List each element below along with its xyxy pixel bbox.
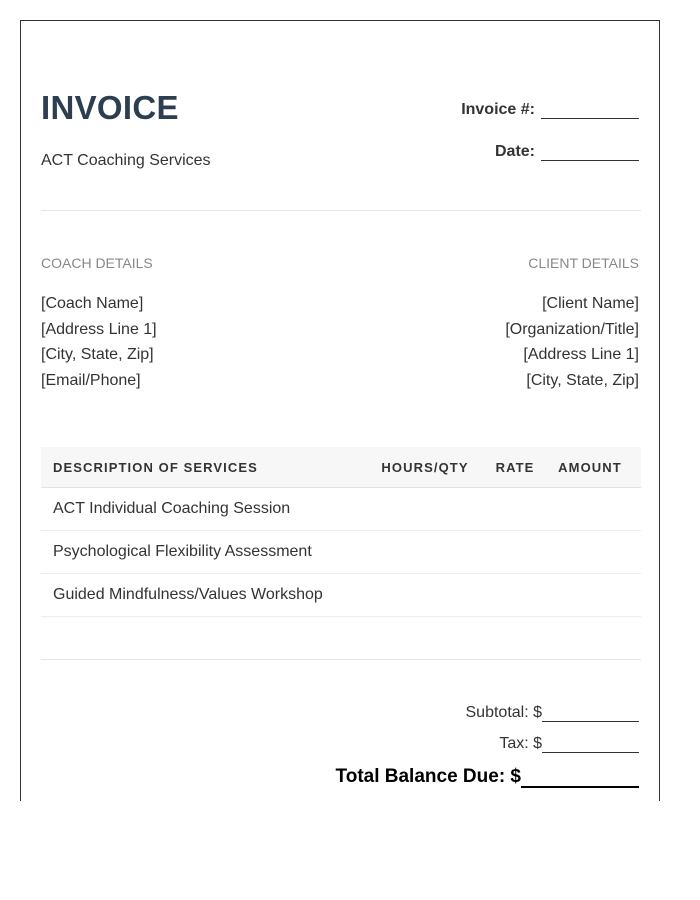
- subtotal-row: [466, 704, 640, 722]
- total-row: [336, 766, 639, 788]
- row-description: Guided Mindfulness/Values Workshop: [53, 586, 323, 603]
- header-divider: [41, 210, 641, 211]
- header-rate: RATE: [495, 459, 535, 475]
- tax-row: [499, 735, 639, 753]
- tax-label: Tax: $: [499, 735, 542, 752]
- invoice-number-blank: [541, 102, 639, 119]
- client-address-block: [505, 291, 639, 394]
- client-name: [Client Name]: [542, 295, 639, 312]
- table-row: [41, 617, 641, 660]
- row-description: Psychological Flexibility Assessment: [53, 543, 312, 560]
- subtotal-label: Subtotal: $: [465, 704, 542, 721]
- date-blank: [541, 144, 639, 161]
- table-bottom-divider: [41, 659, 641, 660]
- date-row: [495, 143, 639, 161]
- company-name: ACT Coaching Services: [41, 152, 211, 169]
- coach-name: [Coach Name]: [41, 295, 144, 312]
- client-details-label: CLIENT DETAILS: [528, 255, 639, 271]
- table-row: [41, 531, 641, 574]
- table-row: [41, 488, 641, 531]
- client-city-state-zip: [City, State, Zip]: [526, 372, 639, 390]
- invoice-number-row: [461, 101, 639, 119]
- header-hours: HOURS/QTY: [381, 459, 469, 475]
- table-row: [41, 574, 641, 617]
- header-description: DESCRIPTION OF SERVICES: [53, 459, 258, 475]
- table-header: [41, 447, 641, 488]
- header-amount: AMOUNT: [558, 459, 622, 475]
- subtotal-blank: [542, 705, 639, 722]
- coach-city-state-zip: [City, State, Zip]: [41, 346, 154, 364]
- client-organization: [Organization/Title]: [505, 320, 639, 338]
- tax-blank: [542, 736, 639, 753]
- coach-details-label: COACH DETAILS: [41, 255, 153, 271]
- date-label: Date:: [494, 143, 535, 160]
- invoice-page: [20, 20, 660, 801]
- services-table: [41, 447, 641, 660]
- coach-address-line: [Address Line 1]: [41, 320, 157, 338]
- row-description: ACT Individual Coaching Session: [53, 500, 291, 517]
- coach-address-block: [41, 291, 157, 394]
- invoice-title: INVOICE: [41, 89, 179, 126]
- invoice-number-label: Invoice #:: [461, 101, 535, 118]
- client-address-line: [Address Line 1]: [523, 346, 639, 364]
- coach-email-phone: [Email/Phone]: [41, 372, 141, 390]
- total-label: Total Balance Due: $: [335, 766, 521, 787]
- total-blank: [521, 767, 639, 788]
